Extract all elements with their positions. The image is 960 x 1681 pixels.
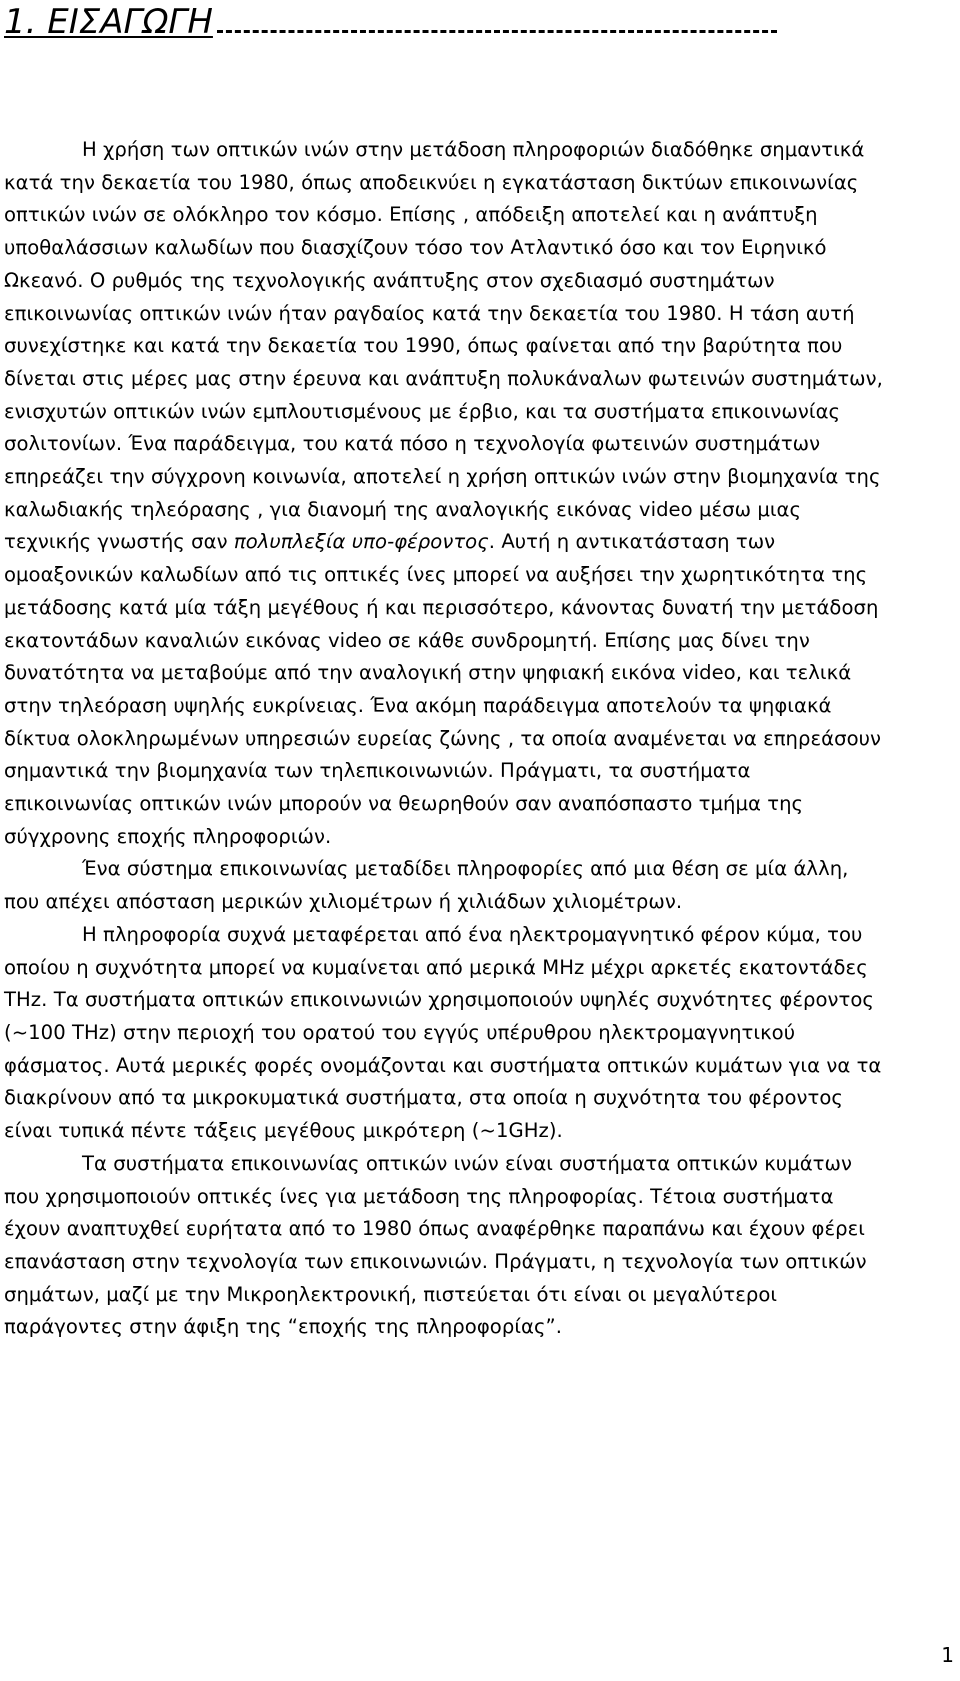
page-number: 1 bbox=[941, 1643, 954, 1667]
paragraph-4: Τα συστήματα επικοινωνίας οπτικών ινών είναι συστήματα οπτικών κυμάτων που χρησιμοποιούν οπτικές ίνες για μετάδοση της πληροφορίας. Τέτοια συστήματα έχουν αναπτυχθεί ευρήτατα από το 1980 όπως αναφέρθηκε παραπάνω και έχουν φέρει επανάσταση στην τεχνολογία των επικοινωνιών. Πράγματι, η τεχνολογία των οπτικών σημάτων, μαζί με την Μικροηλεκτρονική, πιστεύεται ότι είναι οι μεγαλύτεροι παράγοντες στην άφιξη της “εποχής της πληροφορίας”. bbox=[4, 1151, 867, 1339]
paragraph-1-text-after: . Αυτή η αντικατάσταση των ομοαξονικών καλωδίων από τις οπτικές ίνες μπορεί να αυξήσει την χωρητικότητα της μετάδοσης κατά μία τάξη μεγέθους ή και περισσότερο, κάνοντας δυνατή την μετάδοση εκατοντάδων καναλιών εικόνας video σε κάθε συνδρομητή. Επίσης μας δίνει την δυνατότητα να μεταβούμε από την αναλογική στην ψηφιακή εικόνα video, και τελικά στην τηλεόραση υψηλής ευκρίνειας. Ένα ακόμη παράδειγμα αποτελούν τα ψηφιακά δίκτυα ολοκληρωμένων υπηρεσιών ευρείας ζώνης , τα οποία αναμένεται να επηρεάσουν σημαντικά την βιομηχανία των τηλεπικοινωνιών. Πράγματι, τα συστήματα επικοινωνίας οπτικών ινών μπορούν να θεωρηθούν σαν αναπόσπαστο τμήμα της σύγχρονης εποχής πληροφοριών. bbox=[4, 530, 882, 848]
paragraph-2: Ένα σύστημα επικοινωνίας μεταδίδει πληροφορίες από μια θέση σε μία άλλη, που απέχει απόσταση μερικών χιλιομέτρων ή χιλιάδων χιλιομέτρων. bbox=[4, 857, 849, 914]
document-body bbox=[4, 134, 884, 1344]
paragraph-3: Η πληροφορία συχνά μεταφέρεται από ένα ηλεκτρομαγνητικό φέρον κύμα, του οποίου η συχνότητα μπορεί να κυμαίνεται από μερικά MHz μέχρι αρκετές εκατοντάδες THz. Τα συστήματα οπτικών επικοινωνιών χρησιμοποιούν υψηλές συχνότητες φέροντος (~100 THz) στην περιοχή του ορατού του εγγύς υπέρυθρου ηλεκτρομαγνητικού φάσματος. Αυτά μερικές φορές ονομάζονται και συστήματα οπτικών κυμάτων για να τα διακρίνουν από τα μικροκυματικά συστήματα, στα οποία η συχνότητα του φέροντος είναι τυπικά πέντε τάξεις μεγέθους μικρότερη (~1GHz). bbox=[4, 922, 882, 1143]
paragraph-1 bbox=[4, 134, 884, 853]
paragraph-1-text-before: Η χρήση των οπτικών ινών στην μετάδοση πληροφοριών διαδόθηκε σημαντικά κατά την δεκαετία του 1980, όπως αποδεικνύει η εγκατάσταση δικτύων επικοινωνίας οπτικών ινών σε ολόκληρο τον κόσμο. Επίσης , απόδειξη αποτελεί και η ανάπτυξη υποθαλάσσιων καλωδίων που διασχίζουν τόσο τον Ατλαντικό όσο και τον Ειρηνικό Ωκεανό. Ο ρυθμός της τεχνολογικής ανάπτυξης στον σχεδιασμό συστημάτων επικοινωνίας οπτικών ινών ήταν ραγδαίος κατά την δεκαετία του 1980. Η τάση αυτή συνεχίστηκε και κατά την δεκαετία του 1990, όπως φαίνεται από την βαρύτητα που δίνεται στις μέρες μας στην έρευνα και ανάπτυξη πολυκάναλων φωτεινών συστημάτων, ενισχυτών οπτικών ινών εμπλουτισμένους με έρβιο, και τα συστήματα επικοινωνίας σολιτονίων. Ένα παράδειγμα, του κατά πόσο η τεχνολογία φωτεινών συστημάτων επηρεάζει την σύγχρονη κοινωνία, αποτελεί η χρήση οπτικών ινών στην βιομηχανία της καλωδιακής τηλεόρασης , για διανομή της αναλογικής εικόνας video μέσω μιας τεχνικής γνωστής σαν bbox=[4, 138, 883, 554]
page-heading bbox=[4, 0, 860, 44]
heading-title: 1. ΕΙΣΑΓΩΓΗ bbox=[4, 2, 213, 42]
heading-underline-rule bbox=[217, 30, 777, 33]
paragraph-1-emphasis: πολυπλεξία υπο-φέροντος bbox=[233, 530, 489, 554]
